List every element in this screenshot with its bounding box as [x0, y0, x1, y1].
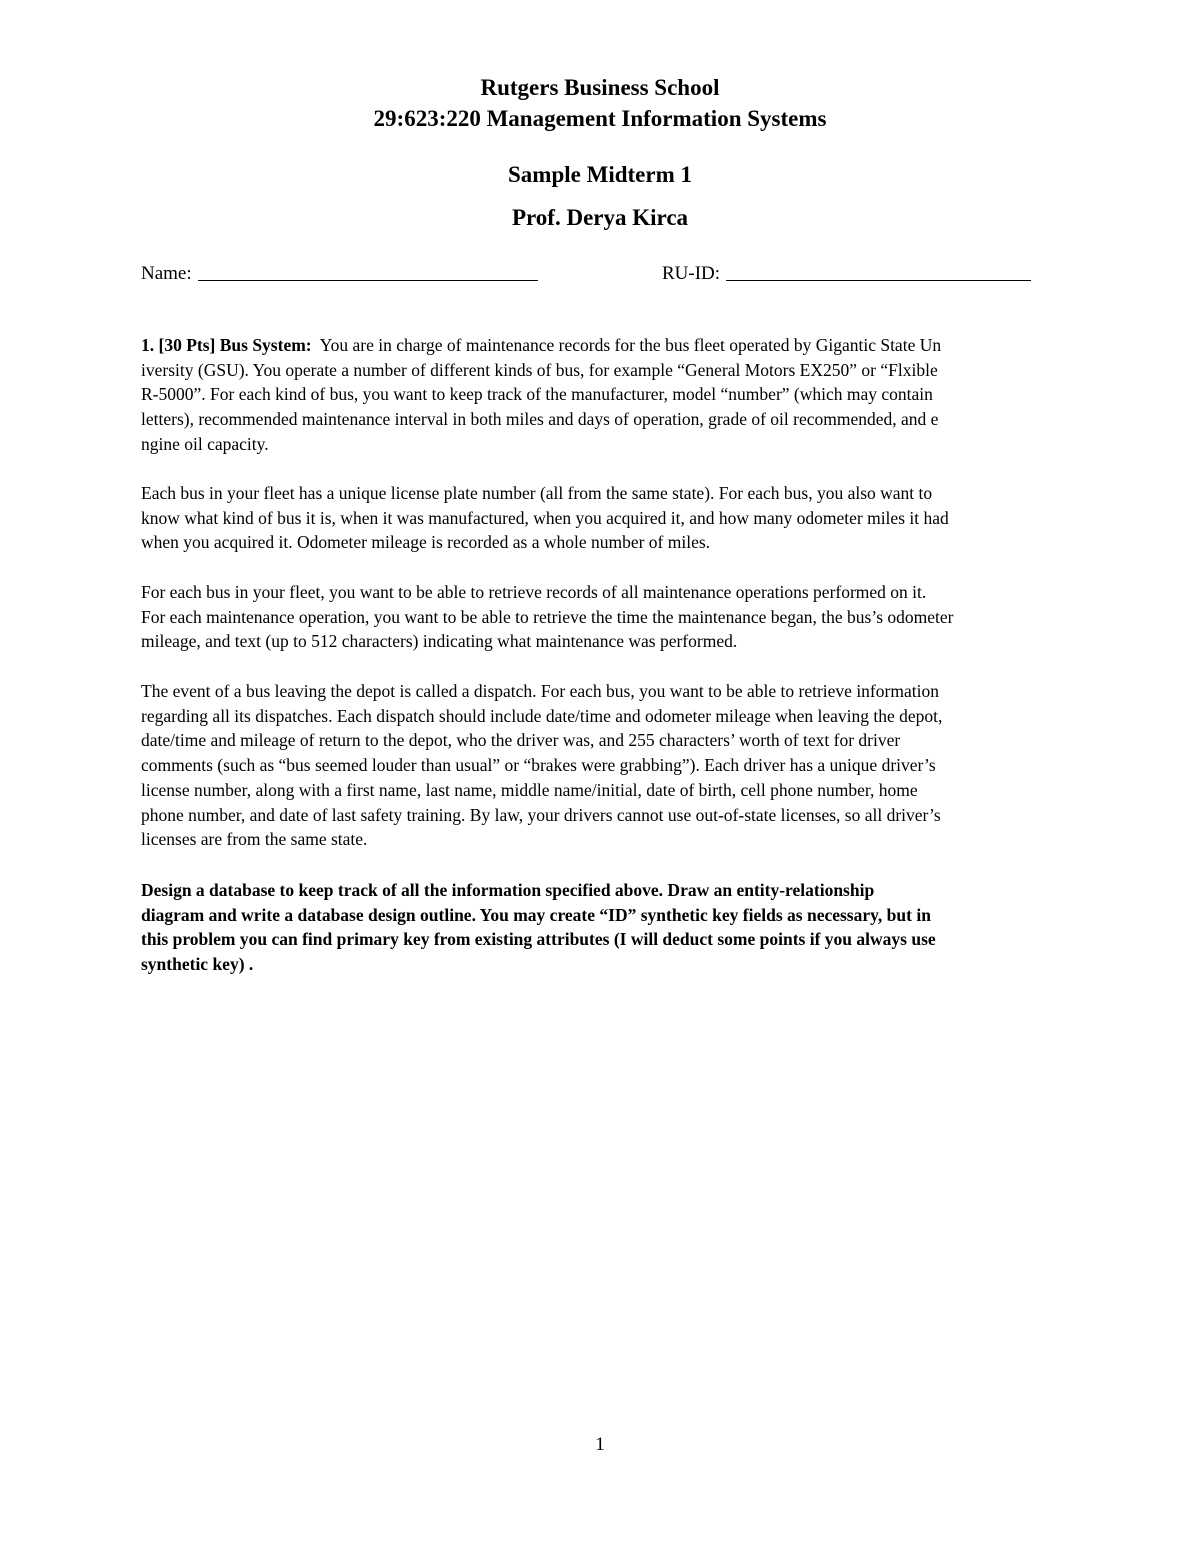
paragraph-line: license number, along with a first name, last name, middle name/initial, date of birth, cell phone number, home [141, 779, 918, 800]
paragraph-line: ngine oil capacity. [141, 433, 269, 454]
paragraph-line: regarding all its dispatches. Each dispatch should include date/time and odometer mileage when leaving the depot, [141, 705, 943, 726]
paragraph-line: R-5000”. For each kind of bus, you want to keep track of the manufacturer, model “number” (which may contain [141, 384, 933, 405]
paragraph-line: mileage, and text (up to 512 characters) indicating what maintenance was performed. [141, 631, 738, 652]
name-label: Name: [141, 263, 192, 284]
question-instructions [141, 878, 1131, 977]
instruction-line: synthetic key) . [141, 954, 254, 975]
paragraph-line: letters), recommended maintenance interval in both miles and days of operation, grade of oil recommended, and e [141, 409, 939, 430]
ruid-label: RU-ID: [662, 263, 721, 284]
paragraph-line: phone number, and date of last safety training. By law, your drivers cannot use out-of-state licenses, so all driver’s [141, 804, 941, 825]
paragraph-line: licenses are from the same state. [141, 829, 368, 850]
professor-name: Prof. Derya Kirca [511, 205, 689, 230]
paragraph-line [141, 333, 1131, 358]
course-title: 29:623:220 Management Information Systems [373, 106, 827, 131]
instruction-line: diagram and write a database design outline. You may create “ID” synthetic key fields as necessary, but in [141, 904, 931, 925]
question-number-label: 1. [30 Pts] Bus System: [141, 335, 312, 355]
paragraph-line: when you acquired it. Odometer mileage is recorded as a whole number of miles. [141, 532, 711, 553]
paragraph-line: iversity (GSU). You operate a number of different kinds of bus, for example “General Motors EX250” or “Flxible [141, 359, 938, 380]
paragraph-line: date/time and mileage of return to the depot, who the driver was, and 255 characters’ worth of text for driver [141, 730, 901, 751]
instruction-line: this problem you can find primary key from existing attributes (I will deduct some points if you always use [141, 929, 936, 950]
paragraph-line: For each maintenance operation, you want to be able to retrieve the time the maintenance began, the bus’s odometer [141, 606, 954, 627]
paragraph-line: Each bus in your fleet has a unique license plate number (all from the same state). For each bus, you also want to [141, 483, 933, 503]
school-title: Rutgers Business School [480, 75, 720, 100]
paragraph-line: know what kind of bus it is, when it was manufactured, when you acquired it, and how many odometer miles it had [141, 507, 949, 528]
exam-title: Sample Midterm 1 [508, 162, 692, 187]
student-info-fields [141, 258, 1101, 290]
paragraph-line: The event of a bus leaving the depot is called a dispatch. For each bus, you want to be able to retrieve information [141, 681, 939, 701]
name-blank-line[interactable] [198, 280, 538, 281]
question-paragraph-3 [141, 580, 1131, 654]
paragraph-line-text: You are in charge of maintenance records for the bus fleet operated by Gigantic State Un [319, 335, 942, 355]
question-paragraph-2 [141, 481, 1131, 555]
name-field[interactable] [141, 258, 538, 290]
paragraph-line: comments (such as “bus seemed louder than usual” or “brakes were grabbing”). Each driver has a unique driver’s [141, 755, 936, 776]
paragraph-line: For each bus in your fleet, you want to be able to retrieve records of all maintenance operations performed on it. [141, 582, 927, 602]
instruction-line: Design a database to keep track of all the information specified above. Draw an entity-relationship [141, 880, 875, 900]
page-number: 1 [595, 1434, 605, 1455]
question-paragraph-1 [141, 333, 1131, 457]
question-paragraph-4 [141, 679, 1131, 852]
ruid-field[interactable] [662, 258, 1031, 290]
ruid-blank-line[interactable] [726, 280, 1031, 281]
